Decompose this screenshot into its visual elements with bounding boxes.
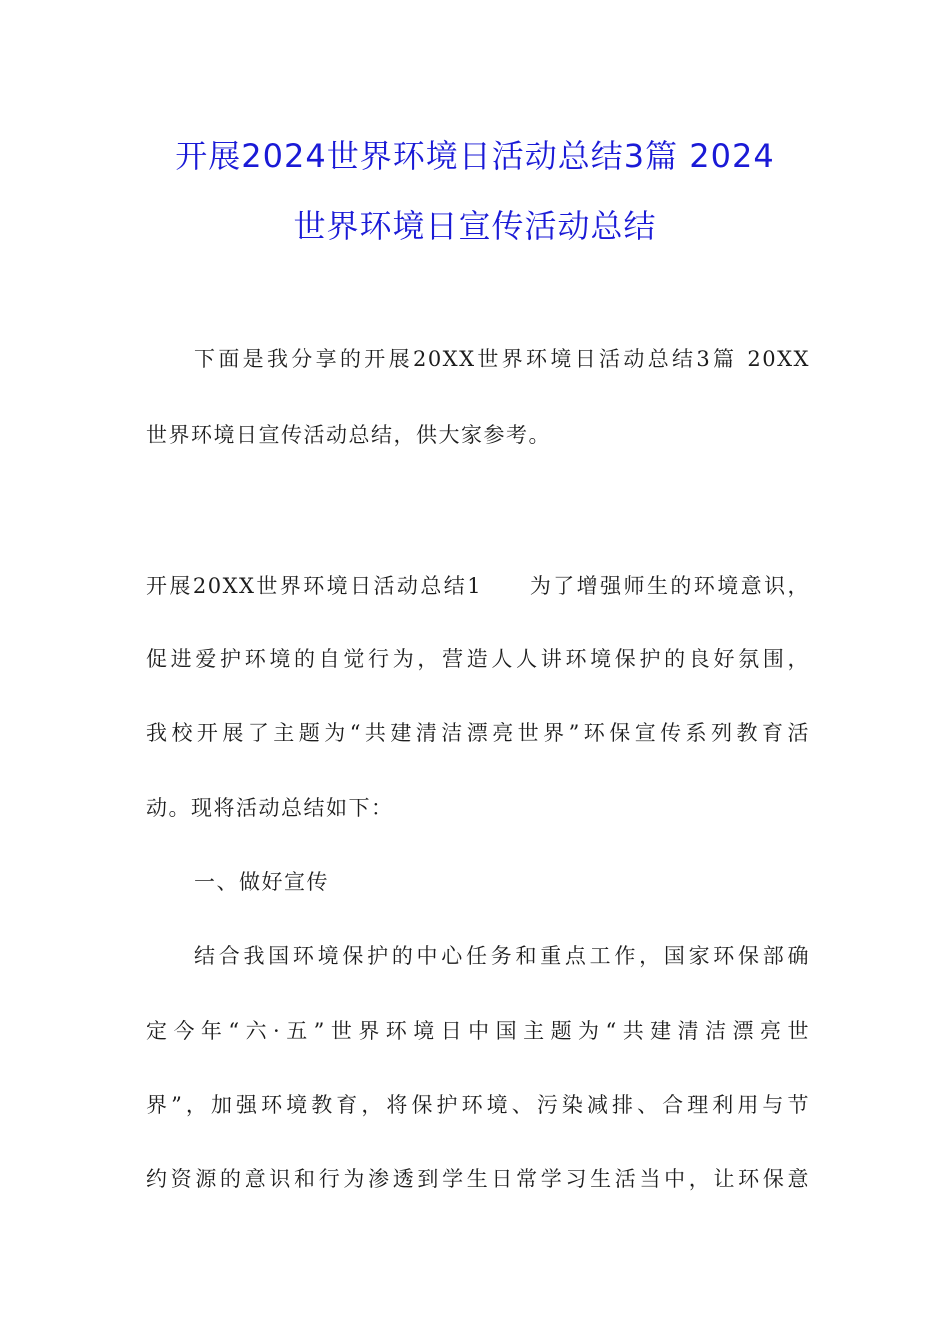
paragraph-line: 定今年“六·五”世界环境日中国主题为“共建清洁漂亮世 <box>146 1019 810 1043</box>
intro-line-2: 世界环境日宣传活动总结，供大家参考。 <box>146 423 551 447</box>
intro-line-1: 下面是我分享的开展20XX世界环境日活动总结3篇 20XX <box>194 347 810 371</box>
paragraph-line: 动。现将活动总结如下： <box>146 796 394 820</box>
document-title-line-2: 世界环境日宣传活动总结 <box>293 207 657 245</box>
document-title-line-1: 开展2024世界环境日活动总结3篇 2024 <box>175 137 775 175</box>
paragraph-line: 结合我国环境保护的中心任务和重点工作，国家环保部确 <box>194 944 810 968</box>
paragraph-line: 界”，加强环境教育，将保护环境、污染减排、合理利用与节 <box>146 1093 810 1117</box>
section-heading-line: 开展20XX世界环境日活动总结1 为了增强师生的环境意识， <box>146 574 810 598</box>
paragraph-line: 促进爱护环境的自觉行为，营造人人讲环境保护的良好氛围， <box>146 647 810 671</box>
subheading-line: 一、做好宣传 <box>194 870 329 894</box>
paragraph-line: 我校开展了主题为“共建清洁漂亮世界”环保宣传系列教育活 <box>146 721 810 745</box>
paragraph-line: 约资源的意识和行为渗透到学生日常学习生活当中，让环保意 <box>146 1167 810 1191</box>
